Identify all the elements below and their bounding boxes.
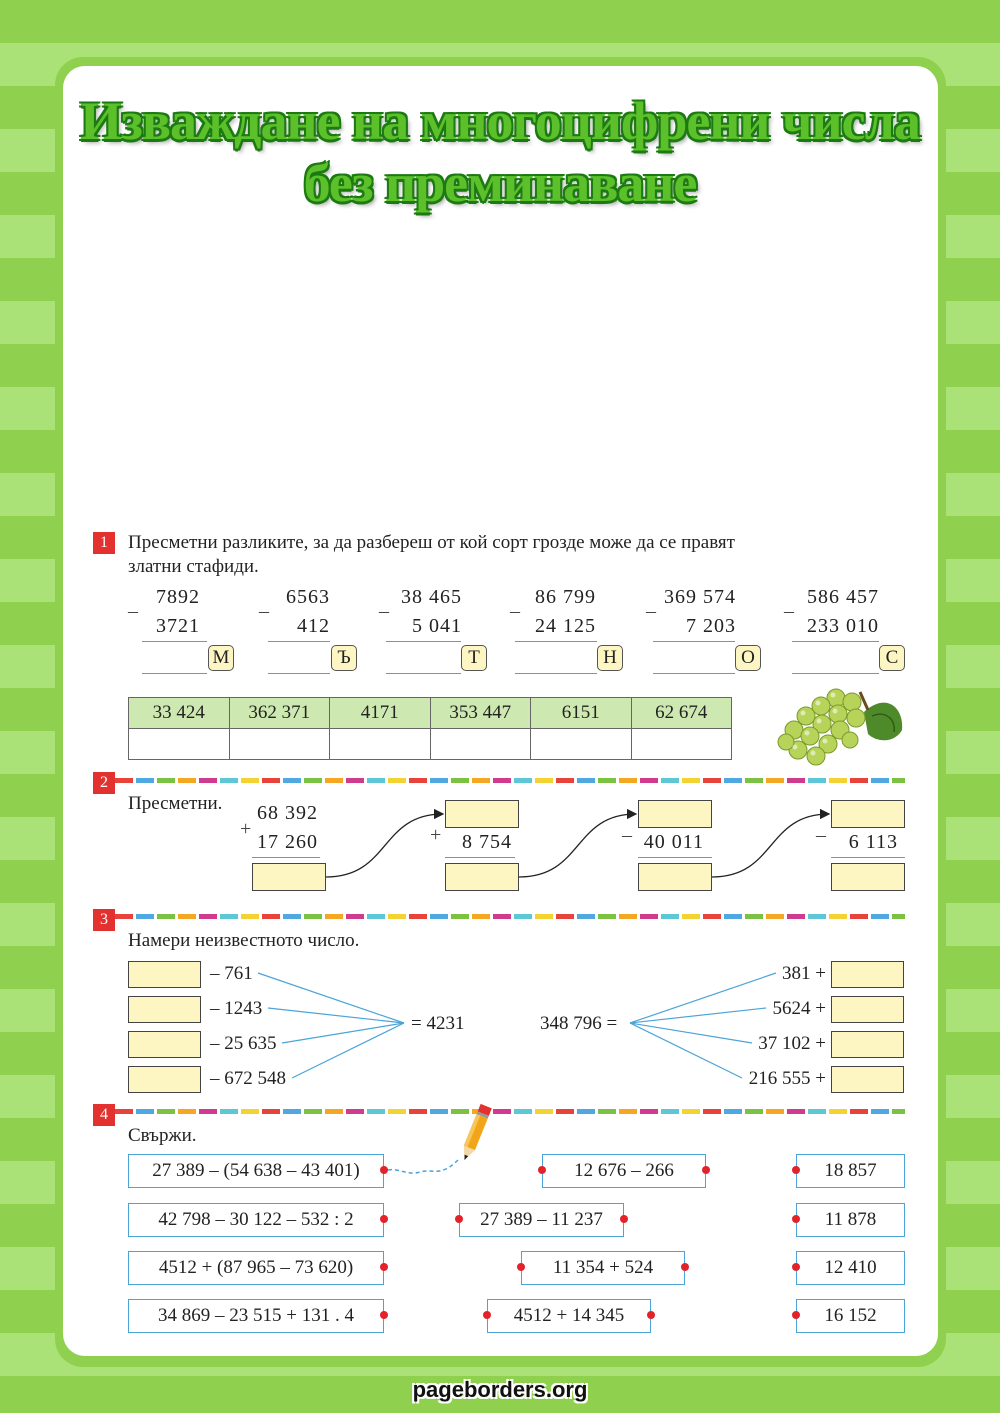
plus-sign: + <box>430 824 442 846</box>
minus-sign: – <box>646 600 656 622</box>
connection-dot[interactable] <box>647 1311 655 1319</box>
letter-box: М <box>208 645 234 671</box>
right-prefix: 348 796 = <box>540 1013 618 1034</box>
right-expression: 381 + <box>782 963 826 984</box>
minus-sign: – <box>128 600 138 622</box>
letter-box: Ъ <box>331 645 357 671</box>
answer-cell: 4171 <box>330 698 431 729</box>
letter-box: О <box>735 645 761 671</box>
step-value: 40 011 <box>643 831 704 853</box>
plus-sign: + <box>240 818 252 840</box>
left-result: = 4231 <box>411 1013 465 1034</box>
connection-dot[interactable] <box>483 1311 491 1319</box>
expression-box[interactable]: 34 869 – 23 515 + 131 . 4 <box>128 1299 384 1333</box>
connection-dot[interactable] <box>455 1215 463 1223</box>
expression-box[interactable]: 11 354 + 524 <box>521 1251 685 1285</box>
right-expression: 5624 + <box>772 998 826 1019</box>
task3-number-badge: 3 <box>93 909 115 931</box>
step-value: 8 754 <box>462 831 512 853</box>
expression-box[interactable]: 27 389 – (54 638 – 43 401) <box>128 1154 384 1188</box>
result-box[interactable]: 12 410 <box>796 1251 905 1285</box>
right-expression: 216 555 + <box>748 1068 826 1089</box>
second-addend: 17 260 <box>257 831 318 853</box>
connection-dot[interactable] <box>792 1263 800 1271</box>
connection-dot[interactable] <box>681 1263 689 1271</box>
task4-number-badge: 4 <box>93 1104 115 1126</box>
subtrahend: 233 010 <box>807 615 879 637</box>
connection-dot[interactable] <box>792 1166 800 1174</box>
subtrahend: 3721 <box>156 615 200 637</box>
left-expression: – 761 <box>210 963 253 984</box>
minuend: 38 465 <box>401 586 462 608</box>
task3-instruction: Намери неизвестното число. <box>128 930 360 951</box>
result-box[interactable]: 11 878 <box>796 1203 905 1237</box>
letter-box: Н <box>597 645 623 671</box>
task1-number-badge: 1 <box>93 532 115 554</box>
minus-sign: – <box>510 600 520 622</box>
page-title-line1: Изваждане на многоцифрени числа <box>80 91 920 151</box>
page-title-line2: без преминаване <box>303 153 697 213</box>
minus-sign: – <box>622 824 632 846</box>
connection-dot[interactable] <box>538 1166 546 1174</box>
minuend: 369 574 <box>664 586 736 608</box>
minus-sign: – <box>784 600 794 622</box>
connection-dot[interactable] <box>380 1263 388 1271</box>
connection-dot[interactable] <box>380 1215 388 1223</box>
expression-box[interactable]: 42 798 – 30 122 – 532 : 2 <box>128 1203 384 1237</box>
footer-watermark: pageborders.org <box>412 1377 588 1402</box>
connection-dot[interactable] <box>380 1166 388 1174</box>
minuend: 6563 <box>286 586 330 608</box>
letter-box: С <box>879 645 905 671</box>
connection-dot[interactable] <box>702 1166 710 1174</box>
answer-cell: 362 371 <box>229 698 330 729</box>
minus-sign: – <box>259 600 269 622</box>
right-expression: 37 102 + <box>758 1033 826 1054</box>
subtrahend: 5 041 <box>412 615 462 637</box>
expression-box[interactable]: 4512 + (87 965 – 73 620) <box>128 1251 384 1285</box>
answer-cell: 353 447 <box>430 698 531 729</box>
connection-dot[interactable] <box>792 1311 800 1319</box>
letter-box: Т <box>461 645 487 671</box>
minuend: 86 799 <box>535 586 596 608</box>
task1-instruction-line2: златни стафиди. <box>128 556 259 577</box>
expression-box[interactable]: 4512 + 14 345 <box>487 1299 651 1333</box>
left-expression: – 25 635 <box>210 1033 277 1054</box>
step-value: 6 113 <box>848 831 898 853</box>
left-expression: – 1243 <box>210 998 263 1019</box>
task2-instruction: Пресметни. <box>128 793 223 814</box>
connection-dot[interactable] <box>517 1263 525 1271</box>
connection-dot[interactable] <box>380 1311 388 1319</box>
expression-box[interactable]: 12 676 – 266 <box>542 1154 706 1188</box>
minus-sign: – <box>379 600 389 622</box>
subtrahend: 412 <box>297 615 330 637</box>
connection-dot[interactable] <box>620 1215 628 1223</box>
subtrahend: 7 203 <box>686 615 736 637</box>
task1-instruction-line1: Пресметни разликите, за да разбереш от кой сорт грозде може да се правят <box>128 532 735 553</box>
connection-dot[interactable] <box>792 1215 800 1223</box>
first-addend: 68 392 <box>257 802 318 824</box>
minus-sign: – <box>816 824 826 846</box>
subtrahend: 24 125 <box>535 615 596 637</box>
answer-cell: 33 424 <box>129 698 230 729</box>
answer-cell: 6151 <box>531 698 632 729</box>
minuend: 7892 <box>156 586 200 608</box>
task4-instruction: Свържи. <box>128 1125 197 1146</box>
task2-number-badge: 2 <box>93 772 115 794</box>
minuend: 586 457 <box>807 586 879 608</box>
result-box[interactable]: 16 152 <box>796 1299 905 1333</box>
left-expression: – 672 548 <box>210 1068 286 1089</box>
result-box[interactable]: 18 857 <box>796 1154 905 1188</box>
answer-cell: 62 674 <box>631 698 732 729</box>
expression-box[interactable]: 27 389 – 11 237 <box>459 1203 624 1237</box>
